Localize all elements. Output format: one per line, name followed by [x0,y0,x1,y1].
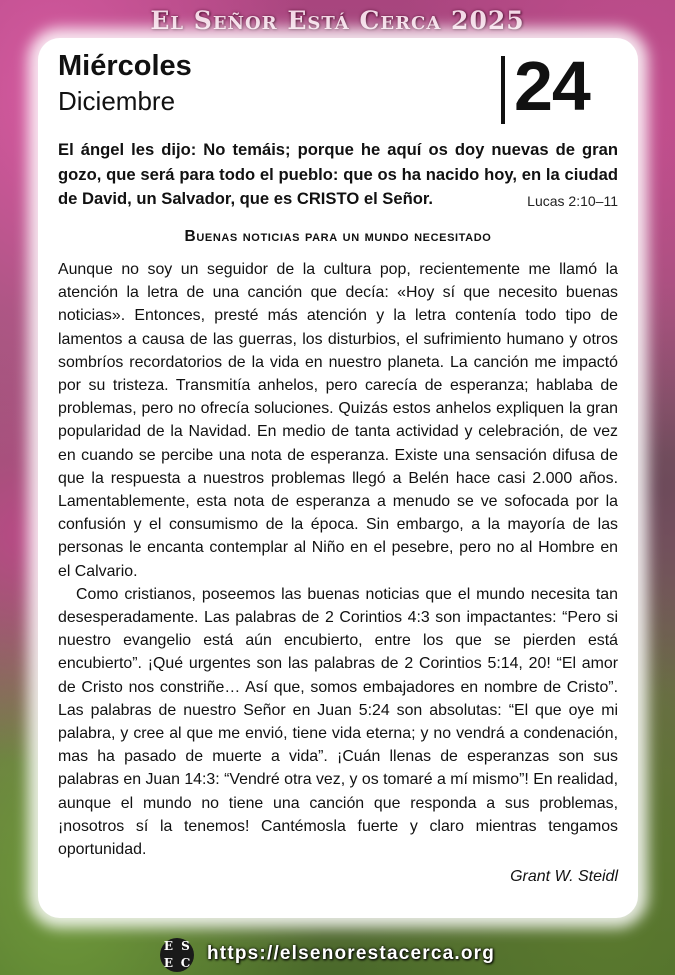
logo-letter: E [163,956,174,970]
article-paragraph: Como cristianos, poseemos las buenas noticias que el mundo necesita tan desesperadamente. Las palabras de 2 Corintios 4:3 son impactantes: “Pero si nuestro evangelio está aún encubierto, entre los que se pierden está encubierto”. ¡Qué urgentes son las palabras de 2 Corintios 5:14, 20! “El amor de Cristo nos constriñe… Así que, somos embajadores en nombre de Cristo”. Las palabras de nuestro Señor en Juan 5:24 son absolutas: “El que oye mi palabra, y cree al que me envió, tiene vida eterna; y no vendrá a condenación, mas ha pasado de muerte a vida”. ¡Cuán llenas de esperanzas son sus palabras en Juan 14:3: “Vendré otra vez, y os tomaré a mí mismo”! En realidad, aunque el mundo no tiene una canción que responda a sus problemas, ¡nosotros sí la tenemos! Cantémosla fuerte y claro mientras tengamos oportunidad. [58,585,618,859]
ministry-logo [160,938,194,972]
verse-text: El ángel les dijo: No temáis; porque he aquí os doy nuevas de gran gozo, que será para todo el pueblo: que os ha nacido hoy, en la ciudad de David, un Salvador, que es CRISTO el Señor. [58,140,618,208]
logo-letter: C [180,956,191,970]
article-body [58,258,618,861]
logo-letter: S [181,939,190,953]
page-header-title: El Señor Está Cerca 2025 [150,6,525,35]
month-label: Diciembre [58,86,176,116]
date-divider [501,56,505,124]
weekday-label: Miércoles [58,50,192,82]
bible-verse [58,138,618,214]
verse-reference: Lucas 2:10–11 [527,193,618,209]
article-title: Buenas noticias para un mundo necesitado [184,228,492,245]
article-paragraph: Aunque no soy un seguidor de la cultura pop, recientemente me llamó la atención la letra de una canción que decía: «Hoy sí que necesito buenas noticias». Entonces, presté más atención y la letra contenía todo tipo de lamentos a causa de las guerras, los disturbios, el sufrimiento humano y otros sombríos recordatorios de la vida en nuestro planeta. La canción me impactó por su tristeza. Transmitía anhelos, pero carecía de esperanza; hablaba de problemas, pero no ofrecía soluciones. Quizás estos anhelos expliquen la gran popularidad de la Navidad. En medio de tanta actividad y celebración, de vez en cuando se percibe una nota de esperanza. Existe una sensación difusa de que la respuesta a nuestros problemas llegó a Belén hace casi 2.000 años. Lamentablemente, esta nota de esperanza a menudo se ve sofocada por la confusión y el consumismo de la época. Sin embargo, a la mayoría de las personas le encanta contemplar al Niño en el pesebre, pero no al Hombre en el Calvario. [58,261,618,580]
day-number: 24 [514,47,590,125]
article-author: Grant W. Steidl [510,868,618,885]
logo-letter: E [163,939,174,953]
footer [0,934,675,974]
website-link[interactable]: https://elsenorestacerca.org [207,943,496,964]
